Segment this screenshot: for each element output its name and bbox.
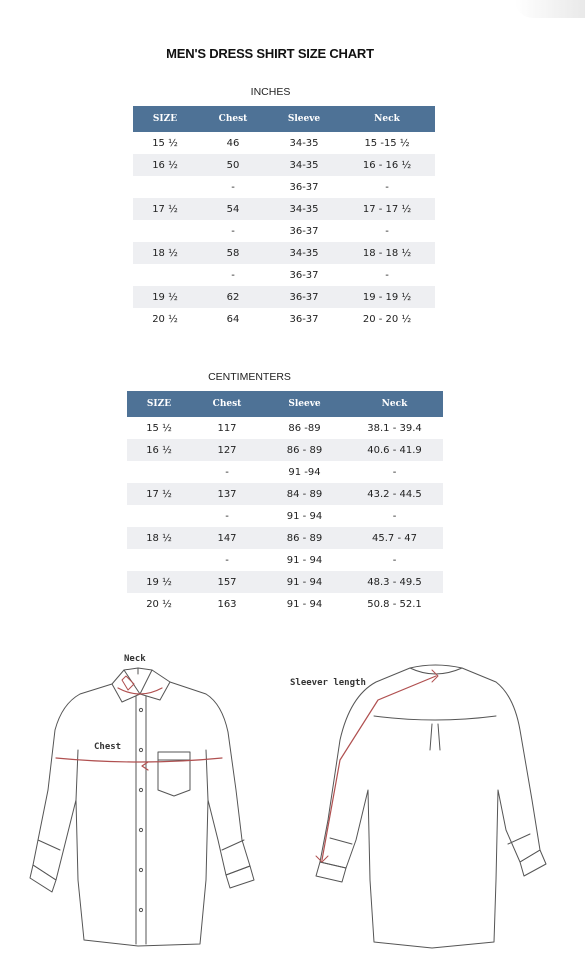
- centimeters-section-label: CENTIMENTERS: [208, 371, 291, 383]
- table-cell: 62: [197, 286, 269, 308]
- column-header: Sleeve: [263, 391, 346, 417]
- chest-measure-line: [56, 758, 222, 762]
- table-cell: 36-37: [289, 225, 319, 237]
- table-cell: [133, 220, 197, 242]
- table-cell: 18 ½: [133, 242, 197, 264]
- table-cell: 91 - 94: [263, 571, 346, 593]
- inches-section-label: INCHES: [250, 86, 291, 98]
- table-row: [133, 176, 435, 198]
- table-row: [133, 264, 435, 286]
- table-row: [127, 593, 443, 615]
- table-cell: 147: [191, 527, 263, 549]
- column-header: Neck: [346, 391, 443, 417]
- table-cell: 34-35: [289, 137, 319, 149]
- table-cell: 48.3 - 49.5: [346, 571, 443, 593]
- table-cell: -: [225, 554, 229, 566]
- table-cell: 15 ½: [152, 137, 178, 149]
- chest-label: Chest: [94, 742, 122, 752]
- table-cell: 15 -15 ½: [364, 137, 410, 149]
- table-row: [133, 308, 435, 330]
- table-cell: -: [392, 554, 397, 566]
- shirt-measurement-illustration: [0, 640, 585, 960]
- table-cell: 91 -94: [288, 466, 321, 478]
- table-row: [133, 242, 435, 264]
- table-header-row: [133, 106, 435, 132]
- table-cell: 157: [191, 571, 263, 593]
- table-cell: [127, 505, 191, 527]
- table-cell: 50: [197, 154, 269, 176]
- table-cell: 127: [191, 439, 263, 461]
- page-title: MEN'S DRESS SHIRT SIZE CHART: [166, 46, 374, 61]
- table-row: [127, 483, 443, 505]
- table-cell: 18 - 18 ½: [339, 242, 435, 264]
- table-cell: 86 - 89: [263, 439, 346, 461]
- table-cell: 36-37: [289, 313, 319, 325]
- table-row: [133, 286, 435, 308]
- table-cell: 91 - 94: [286, 598, 323, 610]
- column-header: SIZE: [127, 391, 191, 417]
- sleeve-length-measure-line: [322, 676, 436, 860]
- column-header: Neck: [339, 106, 435, 132]
- table-cell: 163: [217, 598, 237, 610]
- table-row: [133, 132, 435, 154]
- table-cell: 58: [197, 242, 269, 264]
- column-header: Sleeve: [269, 106, 339, 132]
- table-cell: 17 ½: [127, 483, 191, 505]
- inches-size-table: [133, 106, 435, 330]
- table-cell: 16 - 16 ½: [339, 154, 435, 176]
- table-cell: -: [385, 269, 389, 281]
- table-cell: [127, 461, 191, 483]
- table-cell: 117: [217, 422, 237, 434]
- table-cell: 54: [197, 198, 269, 220]
- table-cell: -: [392, 466, 397, 478]
- table-cell: 64: [226, 313, 240, 325]
- table-row: [127, 571, 443, 593]
- table-cell: -: [231, 225, 235, 237]
- table-cell: 86 - 89: [263, 527, 346, 549]
- table-cell: 19 ½: [127, 571, 191, 593]
- table-cell: 50.8 - 52.1: [367, 598, 422, 610]
- table-cell: 45.7 - 47: [346, 527, 443, 549]
- shirt-back-drawing: [316, 665, 546, 948]
- table-cell: -: [392, 510, 397, 522]
- table-row: [127, 505, 443, 527]
- table-cell: 34-35: [269, 242, 339, 264]
- column-header: Chest: [197, 106, 269, 132]
- neck-label: Neck: [124, 654, 146, 664]
- centimeters-size-table: [127, 391, 443, 615]
- sleeve-length-label: Sleever length: [290, 678, 366, 688]
- table-cell: [133, 264, 197, 286]
- table-cell: 91 - 94: [286, 510, 323, 522]
- table-cell: 40.6 - 41.9: [346, 439, 443, 461]
- table-cell: 38.1 - 39.4: [367, 422, 422, 434]
- corner-shadow: [515, 0, 585, 18]
- table-cell: 16 ½: [133, 154, 197, 176]
- column-header: SIZE: [133, 106, 197, 132]
- table-cell: 84 - 89: [263, 483, 346, 505]
- table-row: [127, 439, 443, 461]
- shirt-drawings: [0, 640, 585, 960]
- table-row: [127, 527, 443, 549]
- table-cell: [127, 549, 191, 571]
- table-cell: 36-37: [269, 286, 339, 308]
- table-cell: 36-37: [289, 181, 319, 193]
- table-cell: 16 ½: [127, 439, 191, 461]
- table-header-row: [127, 391, 443, 417]
- table-cell: 19 ½: [133, 286, 197, 308]
- table-row: [127, 461, 443, 483]
- table-cell: 19 - 19 ½: [339, 286, 435, 308]
- table-cell: 20 - 20 ½: [362, 313, 412, 325]
- table-cell: 46: [226, 137, 240, 149]
- table-cell: 34-35: [269, 154, 339, 176]
- table-cell: -: [385, 181, 389, 193]
- table-cell: -: [231, 269, 235, 281]
- table-row: [133, 220, 435, 242]
- table-cell: 43.2 - 44.5: [346, 483, 443, 505]
- table-cell: 86 -89: [288, 422, 321, 434]
- arrow-left-icon: [142, 762, 148, 770]
- table-cell: 17 ½: [133, 198, 197, 220]
- table-row: [133, 198, 435, 220]
- table-row: [133, 154, 435, 176]
- table-cell: 34-35: [269, 198, 339, 220]
- table-cell: 36-37: [289, 269, 319, 281]
- table-cell: -: [385, 225, 389, 237]
- table-cell: 20 ½: [146, 598, 172, 610]
- column-header: Chest: [191, 391, 263, 417]
- table-cell: 18 ½: [127, 527, 191, 549]
- table-cell: 91 - 94: [286, 554, 323, 566]
- table-cell: 15 ½: [146, 422, 172, 434]
- table-row: [127, 549, 443, 571]
- table-cell: 20 ½: [152, 313, 178, 325]
- table-cell: -: [225, 510, 229, 522]
- table-cell: -: [231, 181, 235, 193]
- table-cell: [133, 176, 197, 198]
- table-row: [127, 417, 443, 439]
- shirt-front-drawing: [30, 668, 254, 946]
- table-cell: -: [225, 466, 229, 478]
- table-cell: 137: [191, 483, 263, 505]
- table-cell: 17 - 17 ½: [339, 198, 435, 220]
